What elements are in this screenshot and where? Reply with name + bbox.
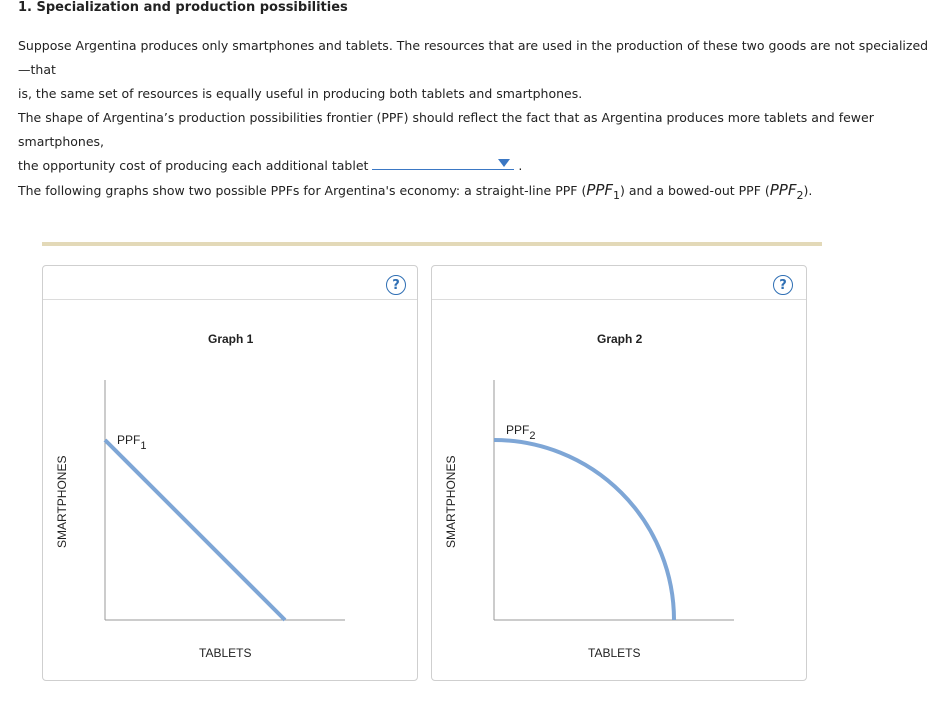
section-separator	[42, 242, 822, 246]
graphs-intro-mid: ) and a bowed-out PPF (	[620, 183, 770, 198]
graph2-help-icon[interactable]: ?	[773, 275, 793, 295]
opportunity-line-2-text: the opportunity cost of producing each additional tablet	[18, 158, 369, 173]
ppf2-inline-label: $PPF_2$	[769, 181, 804, 202]
graph2-ppf2-label: PPF2	[506, 423, 536, 442]
intro-line-2: is, the same set of resources is equally useful in producing both tablets and smartphones.	[18, 86, 583, 101]
graph1-x-axis-label: TABLETS	[199, 646, 252, 660]
opportunity-line-1: The shape of Argentina’s production possibilities frontier (PPF) should reflect the fact that as Argentina produces more tablets and fewer smartphones,	[18, 110, 874, 149]
opportunity-line-2	[18, 154, 938, 178]
graph2-title: Graph 2	[597, 332, 643, 346]
graph1-title: Graph 1	[208, 332, 254, 346]
graphs-intro-text: The following graphs show two possible PPFs for Argentina's economy: a straight-line PPF (	[18, 183, 587, 198]
graph2-y-axis-label: SMARTPHONES	[444, 455, 458, 548]
intro-line-1: Suppose Argentina produces only smartphones and tablets. The resources that are used in the production of these two goods are not specialized—that	[18, 38, 929, 77]
dropdown-period: .	[518, 158, 523, 173]
graph1-panel	[42, 265, 418, 681]
graphs-intro-end: ).	[803, 183, 813, 198]
graph2-plot	[432, 266, 806, 680]
opportunity-cost-dropdown[interactable]	[372, 155, 514, 170]
question-title: 1. Specialization and production possibilities	[18, 0, 348, 15]
graph1-ppf1-curve[interactable]	[105, 440, 285, 620]
graphs-intro-paragraph	[18, 178, 938, 208]
graph1-ppf1-label: PPF1	[117, 433, 147, 452]
graph1-plot	[43, 266, 417, 680]
intro-paragraph	[18, 34, 938, 106]
graph2-x-axis-label: TABLETS	[588, 646, 641, 660]
graph2-panel	[431, 265, 807, 681]
graph1-help-icon[interactable]: ?	[386, 275, 406, 295]
dropdown-caret-icon[interactable]	[498, 159, 510, 167]
graph2-ppf2-curve[interactable]	[494, 440, 674, 620]
opportunity-cost-paragraph	[18, 106, 938, 178]
ppf1-inline-label: $PPF_1$	[586, 181, 621, 202]
graph1-y-axis-label: SMARTPHONES	[55, 455, 69, 548]
